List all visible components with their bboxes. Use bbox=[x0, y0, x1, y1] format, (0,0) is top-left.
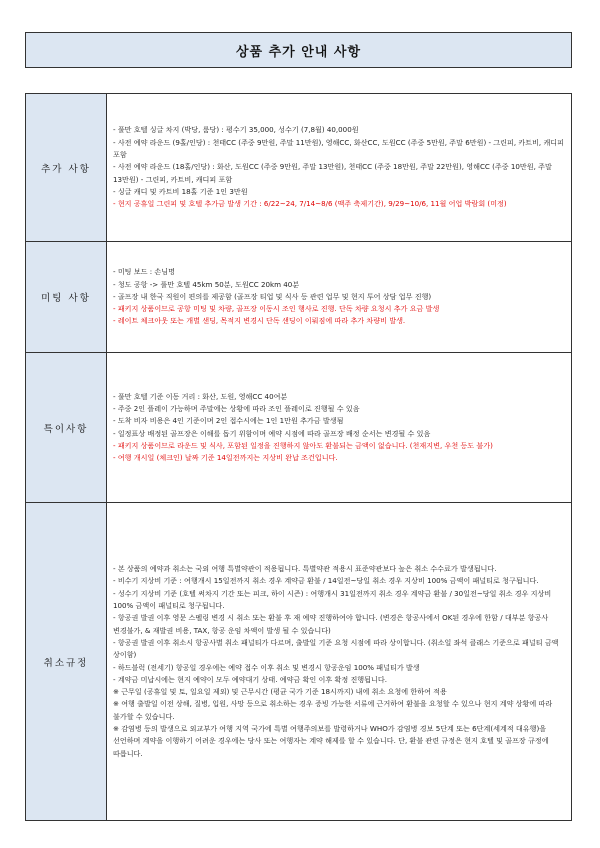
content-line: - 성수기 지상비 기준 (호텔 써차지 기간 또는 피크, 하이 시즌) : 여행개시 31일전까지 취소 경우 계약금 환불 / 30일전~당일 취소 경우 지상비 100% 금액이 패널티로 청구됩니다. bbox=[113, 588, 552, 611]
content-line: - 패키지 상품이므로 라운드 및 식사, 포함된 일정을 진행하지 않아도 환불되는 금액이 없습니다. (천재지변, 우천 등도 불가) bbox=[113, 440, 493, 450]
content-line: - 비수기 지상비 기준 : 여행개시 15일전까지 취소 경우 계약금 환불 / 14일전~당일 취소 경우 지상비 100% 금액이 패널티로 청구됩니다. bbox=[113, 576, 539, 586]
content-line: - 여행 개시일 (체크인) 날짜 기준 14일전까지는 지상비 완납 조건입니다. bbox=[113, 453, 338, 463]
content-line: - 패키지 상품이므로 공항 미팅 및 차량, 골프장 이동시 조인 행사로 진행. 단독 차량 요청시 추가 요금 발생 bbox=[113, 304, 440, 314]
content-line: - 사전 예약 라운드 (18홀/인당) : 화산, 도원CC (주중 9만원, 주말 13만원), 천태CC (주중 18만원, 주말 22만원), 영해CC (주중 10만원, 주말 13만원) - 그린피, 카트비, 캐디피 포함 bbox=[113, 162, 552, 184]
content-line: ※ 근무일 (공휴일 및 토, 일요일 제외) 및 근무시간 (평균 국가 기준 18시까지) 내에 취소 요청에 한하여 적용 bbox=[113, 687, 447, 697]
section-label: 특이사항 bbox=[26, 353, 107, 503]
section-label: 추가 사항 bbox=[26, 94, 107, 242]
section-content bbox=[107, 503, 572, 821]
content-line: - 싱글 캐디 및 카트비 18홀 기준 1인 3만원 bbox=[113, 186, 248, 196]
section-content bbox=[107, 94, 572, 242]
section-content bbox=[107, 242, 572, 353]
page-title: 상품 추가 안내 사항 bbox=[235, 44, 362, 60]
content-line: - 미팅 보드 : 손님명 bbox=[113, 267, 175, 277]
section-row-meeting bbox=[26, 242, 572, 353]
section-row-special bbox=[26, 353, 572, 503]
content-line: ※ 감염병 등의 발생으로 외교부가 여행 지역 국가에 특별 여행주의보를 발령하거나 WHO가 감염병 경보 5단계 또는 6단계(세계적 대유행)을 선언하며 계약을 이행하기 어려운 경우에는 당사 또는 여행자는 계약 해제를 할 수 있습니다. 단, 환불 관련 규정은 현지 호텔 및 골프장 규정에 따릅니다. bbox=[113, 723, 549, 758]
content-line: - 계약금 미납시에는 현지 예약이 모두 예약대기 상태. 예약금 확인 이후 확정 진행됩니다. bbox=[113, 674, 387, 684]
info-table bbox=[25, 93, 572, 821]
content-line: - 골프장 내 한국 직원이 편의를 제공함 (골프장 티업 및 식사 등 관련 업무 및 현지 투어 상담 업무 진행) bbox=[113, 291, 432, 301]
content-line: - 하드블럭 (전세기) 항공일 경우에는 예약 접수 이후 취소 및 변경시 항공운임 100% 패널티가 발생 bbox=[113, 662, 420, 672]
content-line: ※ 여행 출발일 이전 상해, 질병, 입원, 사망 등으로 취소하는 경우 증빙 가능한 서류에 근거하여 환불을 요청할 수 있으나 현지 계약 상황에 따라 불가할 수 있습니다. bbox=[113, 699, 553, 721]
content-line: - 청도 공항 -> 풀만 호텔 45km 50분, 도원CC 20km 40분 bbox=[113, 279, 300, 289]
content-line: - 도착 비자 비용은 4인 기준이며 2인 접수시에는 1인 1만원 추가금 발생됨 bbox=[113, 416, 344, 426]
content-line: - 레이트 체크아웃 또는 개별 샌딩, 목적지 변경시 단독 샌딩이 이뤄짐에 따라 추가 차량비 발생. bbox=[113, 316, 406, 326]
content-line: - 본 상품의 예약과 취소는 국외 여행 특별약관이 적용됩니다. 특별약관 적용시 표준약관보다 높은 취소 수수료가 발생됩니다. bbox=[113, 564, 497, 574]
section-content bbox=[107, 353, 572, 503]
section-label: 미팅 사항 bbox=[26, 242, 107, 353]
content-line: - 항공권 발권 이후 취소시 항공사별 취소 패널티가 다르며, 출발일 기준 요청 시점에 따라 상이합니다. (취소일 좌석 클래스 기준으로 패널티 금액 상이함) bbox=[113, 637, 559, 660]
content-line: - 풀만 호텔 기준 이동 거리 : 화산, 도원, 영해CC 40여분 bbox=[113, 391, 288, 401]
content-line: - 일정표상 배정된 골프장은 이해를 돕기 위함이며 예약 시점에 따라 골프장 배정 순서는 변경될 수 있음 bbox=[113, 428, 431, 438]
section-label: 취소규정 bbox=[26, 503, 107, 821]
content-line: - 풀만 호텔 싱글 차지 (박당, 룸당) : 평수기 35,000, 성수기 (7,8월) 40,000원 bbox=[113, 125, 359, 135]
content-line: - 항공권 발권 이후 영문 스펠링 변경 시 취소 또는 환불 후 재 예약 진행하여야 합니다. (변경은 항공사에서 OK된 경우에 한함 / 대부분 항공사 변경불가, & 재발권 비용, TAX, 항공 운임 차액이 발생 될 수 있습니다) bbox=[113, 613, 549, 635]
content-line: - 현지 공휴일 그린피 및 호텔 추가금 발생 기간 : 6/22~24, 7/14~8/6 (맥주 축제기간), 9/29~10/6, 11월 어업 박람회 (미정) bbox=[113, 199, 507, 209]
section-row-extra bbox=[26, 94, 572, 242]
content-line: - 주중 2인 플레이 가능하며 주말에는 상황에 따라 조인 플레이로 진행될 수 있음 bbox=[113, 403, 360, 413]
section-row-cancel bbox=[26, 503, 572, 821]
title-box bbox=[25, 32, 572, 68]
content-line: - 사전 예약 라운드 (9홀/인당) : 천태CC (주중 9만원, 주말 11만원), 영해CC, 화산CC, 도원CC (주중 5만원, 주말 6만원) - 그린피, 카트비, 캐디피 포함 bbox=[113, 137, 565, 160]
